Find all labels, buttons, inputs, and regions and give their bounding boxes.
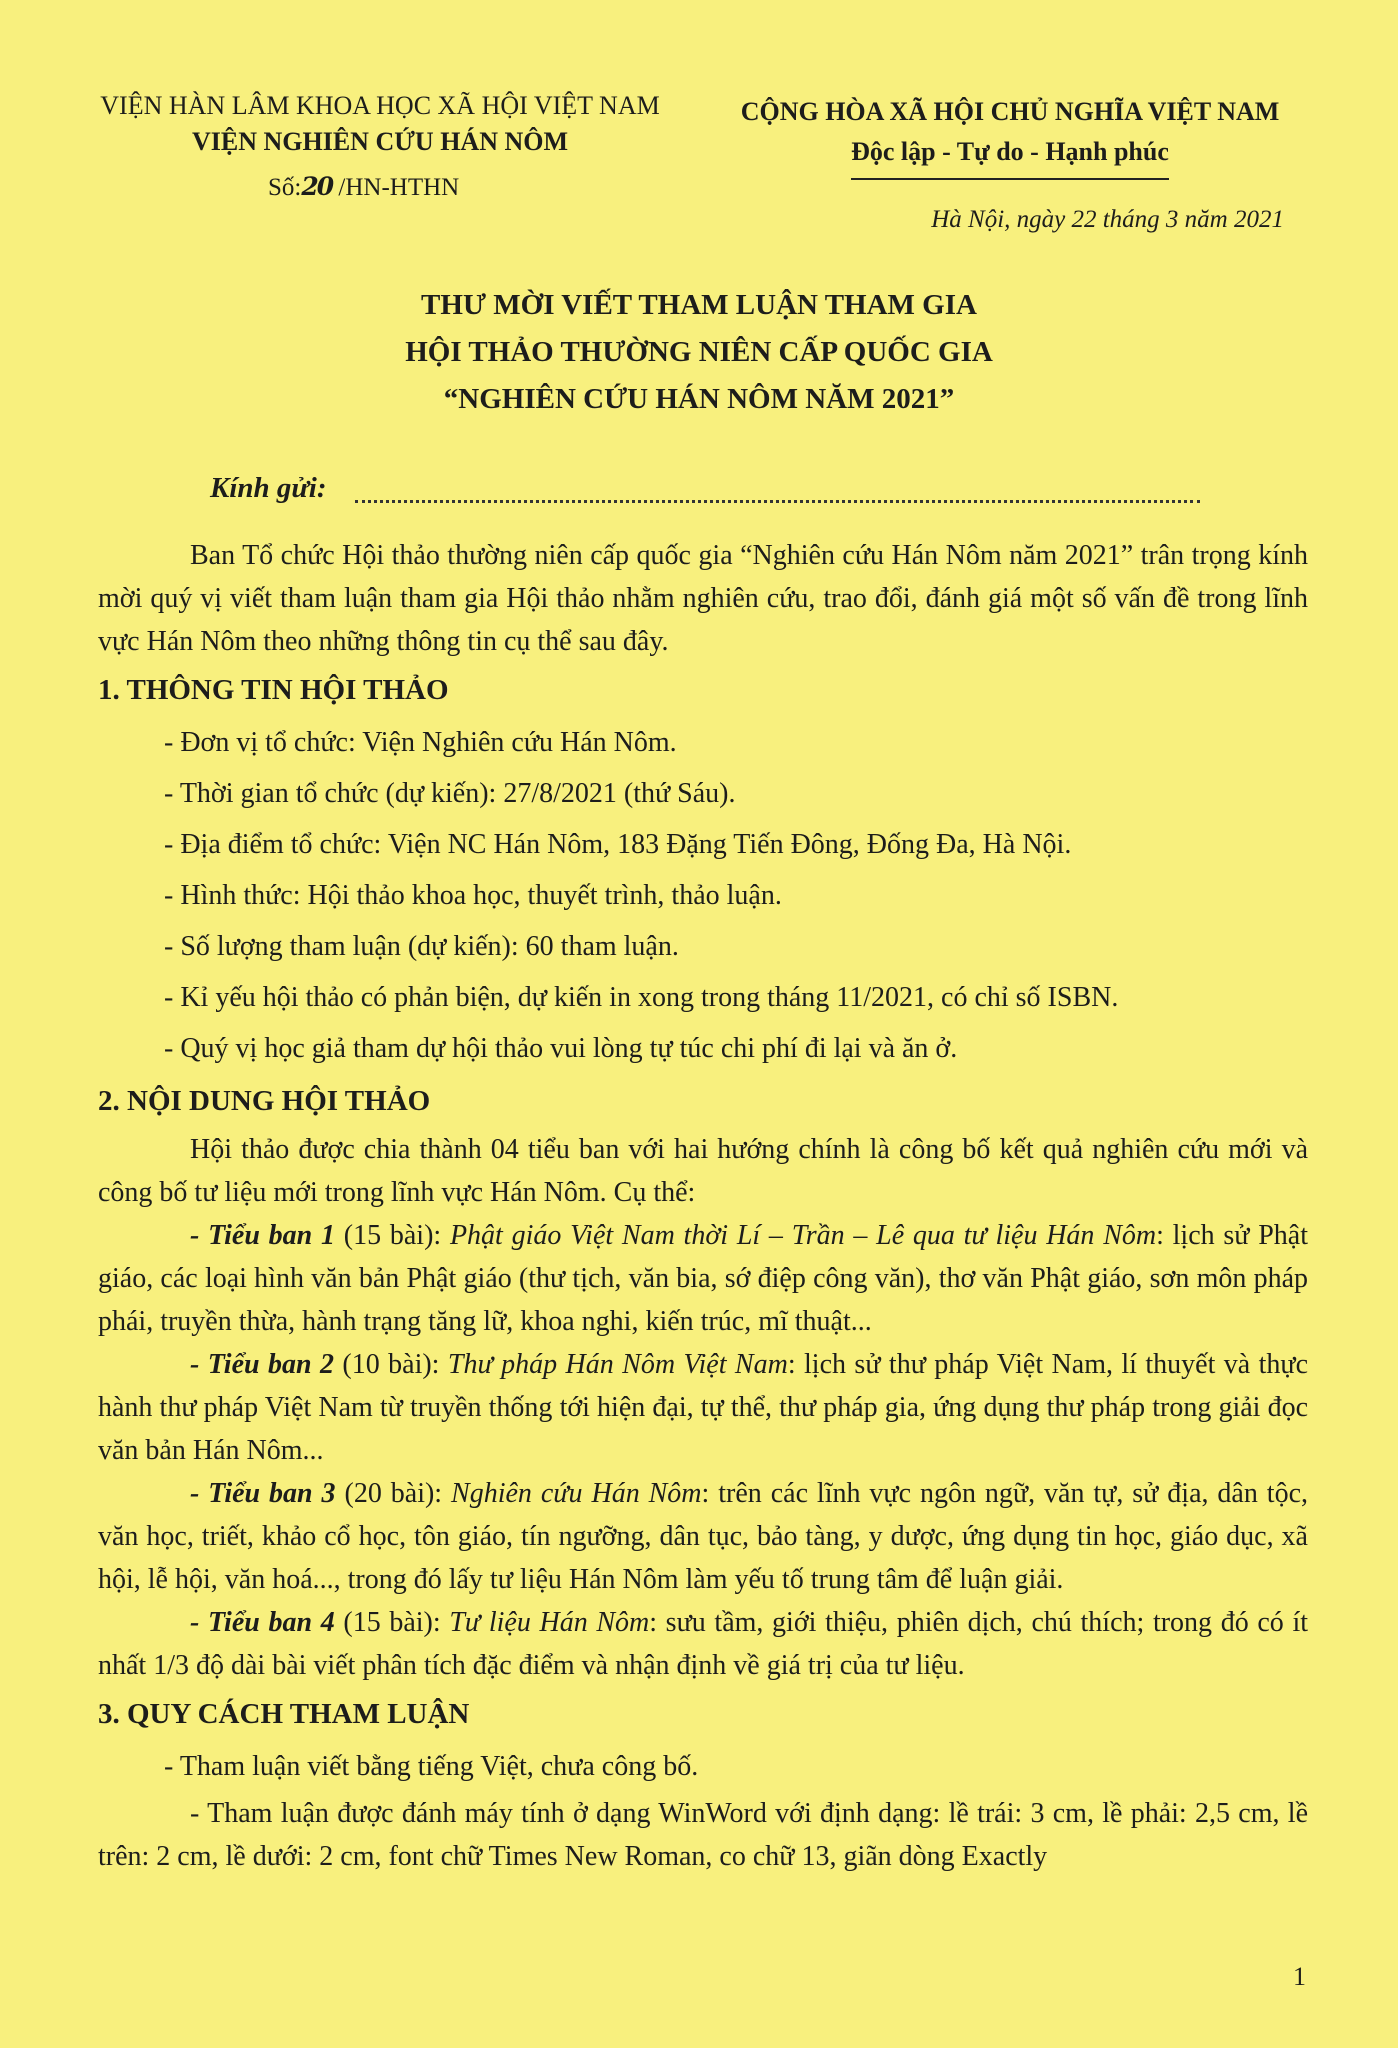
info-item: - Hình thức: Hội thảo khoa học, thuyết trình, thảo luận. <box>164 880 782 911</box>
salutation: Kính gửi: <box>210 472 327 504</box>
national-motto: Độc lập - Tự do - Hạnh phúc <box>851 132 1169 180</box>
title-line-2: HỘI THẢO THƯỜNG NIÊN CẤP QUỐC GIA <box>405 336 993 368</box>
country-name: CỘNG HÒA XÃ HỘI CHỦ NGHĨA VIỆT NAM <box>740 97 1280 126</box>
panel-4: - Tiểu ban 4 (15 bài): Tư liệu Hán Nôm: sưu tầm, giới thiệu, phiên dịch, chú thích; trong đó có ít nhất 1/3 độ dài bài viết phân tích đặc điểm và nhận định về giá trị của tư liệu. <box>98 1607 1309 1681</box>
recipient-blank-line <box>355 478 1200 503</box>
letter-body <box>98 534 1308 1878</box>
document-number <box>268 172 459 202</box>
title-line-3: “NGHIÊN CỨU HÁN NÔM NĂM 2021” <box>443 383 955 415</box>
issuing-organization <box>80 88 680 160</box>
doc-number-label: Số: <box>268 174 302 201</box>
panel-2: - Tiểu ban 2 (10 bài): Thư pháp Hán Nôm Việt Nam: lịch sử thư pháp Việt Nam, lí thuyết và thực hành thư pháp Việt Nam từ truyền thống tới hiện đại, tự thể, thư pháp gia, ứng dụng thư pháp trong giải đọc văn bản Hán Nôm... <box>98 1349 1308 1466</box>
document-title <box>0 282 1398 423</box>
panel-3: - Tiểu ban 3 (20 bài): Nghiên cứu Hán Nôm: trên các lĩnh vực ngôn ngữ, văn tự, sử địa, dân tộc, văn học, triết, khảo cổ học, tôn giáo, tín ngưỡng, dân tục, bảo tàng, y dược, ứng dụng tin học, giáo dục, xã hội, lễ hội, văn hoá..., trong đó lấy tư liệu Hán Nôm làm yếu tố trung tâm để luận giải. <box>98 1478 1309 1595</box>
info-item: - Số lượng tham luận (dự kiến): 60 tham luận. <box>164 931 679 962</box>
parent-organization: VIỆN HÀN LÂM KHOA HỌC XÃ HỘI VIỆT NAM <box>100 91 660 120</box>
page-number: 1 <box>1293 1962 1306 1991</box>
format-item: - Tham luận viết bằng tiếng Việt, chưa công bố. <box>164 1751 699 1782</box>
organization-name: VIỆN NGHIÊN CỨU HÁN NÔM <box>191 127 569 156</box>
title-line-1: THƯ MỜI VIẾT THAM LUẬN THAM GIA <box>421 289 977 321</box>
info-item: - Kỉ yếu hội thảo có phản biện, dự kiến in xong trong tháng 11/2021, có chỉ số ISBN. <box>164 982 1119 1013</box>
format-item: - Tham luận được đánh máy tính ở dạng WinWord với định dạng: lề trái: 3 cm, lề phải: 2,5 cm, lề trên: 2 cm, lề dưới: 2 cm, font chữ Times New Roman, co chữ 13, giãn dòng Exactly <box>98 1798 1308 1872</box>
info-item: - Quý vị học giả tham dự hội thảo vui lòng tự túc chi phí đi lại và ăn ở. <box>164 1033 958 1064</box>
section-2-intro: Hội thảo được chia thành 04 tiểu ban với hai hướng chính là công bố kết quả nghiên cứu mới và công bố tư liệu mới trong lĩnh vực Hán Nôm. Cụ thể: <box>98 1134 1308 1208</box>
document-date: Hà Nội, ngày 22 tháng 3 năm 2021 <box>931 206 1284 233</box>
doc-number-handwritten: 20 <box>301 172 333 201</box>
info-item: - Địa điểm tổ chức: Viện NC Hán Nôm, 183 Đặng Tiến Đông, Đống Đa, Hà Nội. <box>164 829 1072 860</box>
panel-1: - Tiểu ban 1 (15 bài): Phật giáo Việt Nam thời Lí – Trần – Lê qua tư liệu Hán Nôm: lịch sử Phật giáo, các loại hình văn bản Phật giáo (thư tịch, văn bia, sớ điệp công văn), thơ văn Phật giáo, sơn môn pháp phái, truyền thừa, hành trạng tăng lữ, khoa nghi, kiến trúc, mĩ thuật... <box>98 1220 1308 1337</box>
info-item: - Thời gian tổ chức (dự kiến): 27/8/2021 (thứ Sáu). <box>164 778 736 809</box>
info-item: - Đơn vị tổ chức: Viện Nghiên cứu Hán Nôm. <box>164 727 677 758</box>
section-1-heading: 1. THÔNG TIN HỘI THẢO <box>98 674 449 706</box>
doc-number-suffix: /HN-HTHN <box>338 174 460 201</box>
intro-paragraph: Ban Tổ chức Hội thảo thường niên cấp quốc gia “Nghiên cứu Hán Nôm năm 2021” trân trọng kính mời quý vị viết tham luận tham gia Hội thảo nhằm nghiên cứu, trao đổi, đánh giá một số vấn đề trong lĩnh vực Hán Nôm theo những thông tin cụ thể sau đây. <box>98 540 1308 657</box>
section-3-heading: 3. QUY CÁCH THAM LUẬN <box>98 1698 470 1730</box>
national-header <box>730 92 1290 180</box>
section-2-heading: 2. NỘI DUNG HỘI THẢO <box>98 1085 431 1117</box>
